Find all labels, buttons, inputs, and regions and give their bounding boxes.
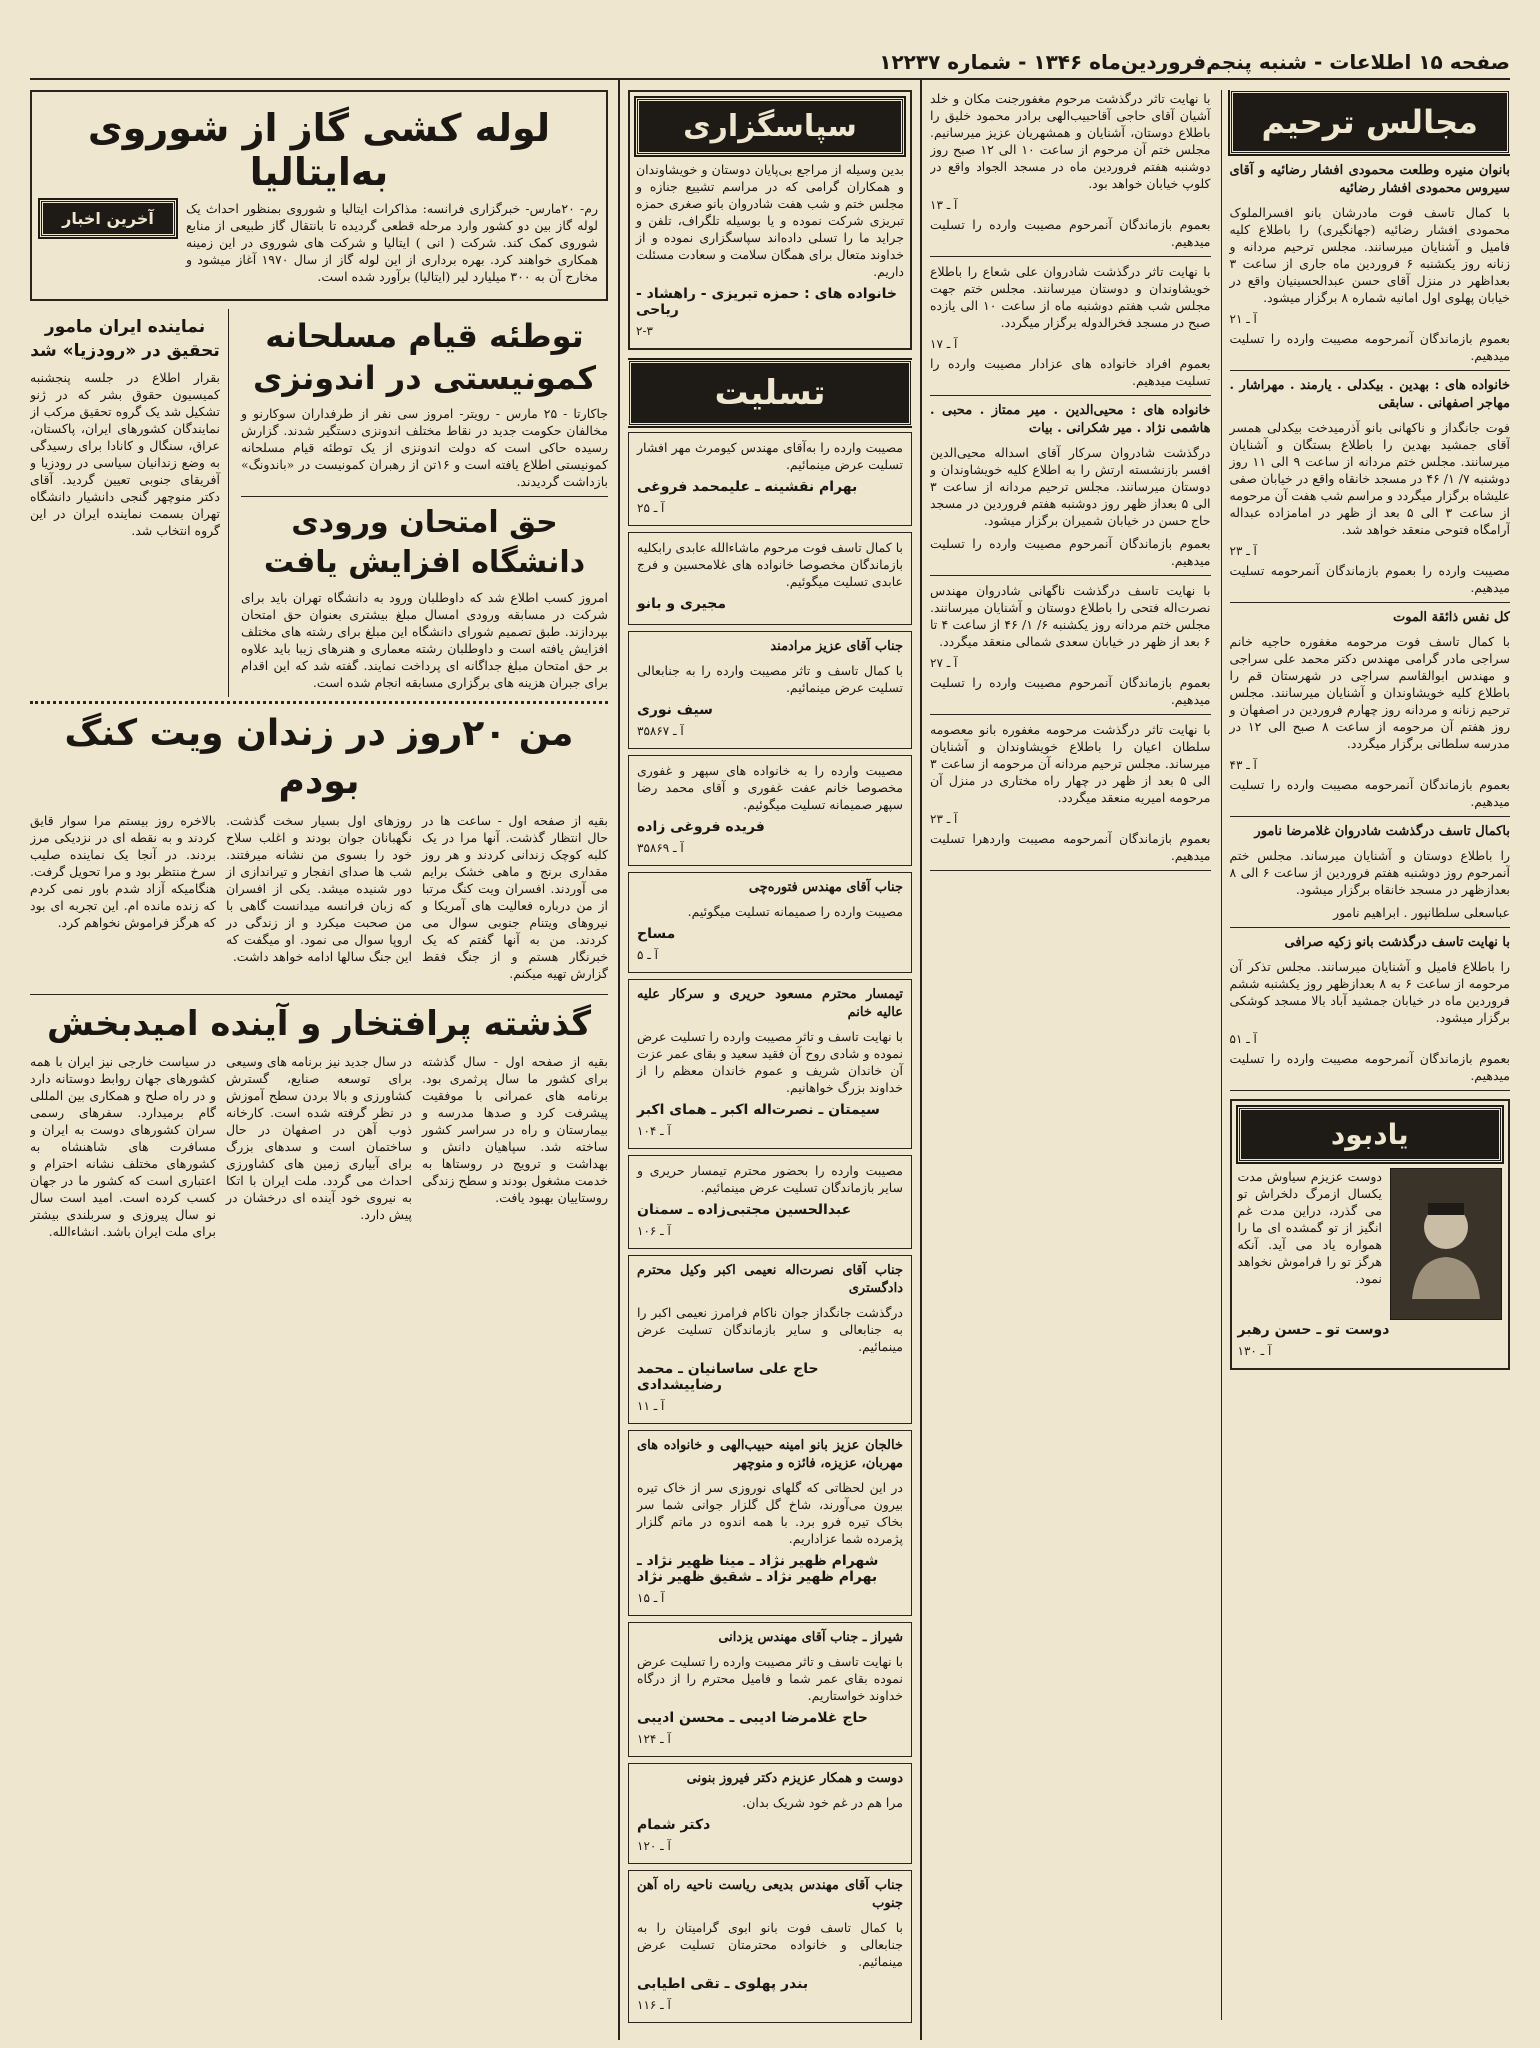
article-vietcong xyxy=(30,812,608,988)
condolence-notice xyxy=(628,1155,912,1249)
notice-signature: حاج علی ساسانیان ـ محمد رضاییشدادی xyxy=(637,1361,819,1393)
headline-vietcong: من ۲۰روز در زندان ویت کنگ بودم xyxy=(64,713,574,802)
notice-body: مصیبت وارده را صمیمانه تسلیت میگوئیم. xyxy=(687,904,903,919)
notice-code: آ ـ ۴۳ xyxy=(1229,758,1257,772)
headline-rhodesia: نماینده ایران مامور تحقیق در «رودزیا» شد xyxy=(30,317,220,361)
notice-body: درگذشت جانگداز جوان ناکام فرامرز نعیمی اکبر را به جنابعالی و سایر بازماندگان تسلیت عرض مینمائیم. xyxy=(637,1305,903,1354)
memorial-notice xyxy=(1230,823,1511,928)
notice-signature: مساح xyxy=(637,926,676,942)
condolence-notice xyxy=(628,1255,912,1424)
condolence-notice-list xyxy=(628,432,912,2023)
notice-closing: بعموم بازماندگان آنمرحومه مصیبت وارده را تسلیت میدهیم. xyxy=(1229,331,1510,363)
article-gas-pipeline xyxy=(30,90,608,301)
notice-code: آ ـ ۵ xyxy=(637,948,658,962)
condolence-title: تسلیت xyxy=(628,360,912,426)
notice-lead: کل نفس ذائقة الموت xyxy=(1393,610,1510,625)
notice-title: جناب آقای نصرت‌اله نعیمی اکبر وکیل محترم دادگستری xyxy=(637,1263,903,1296)
notice-code: آ ـ ۱۳ xyxy=(930,198,958,212)
notice-body: فوت جانگداز و ناکهانی بانو آذرمیدخت بیکدلی همسر آقای جمشید بهدین را باطلاع بستگان و آشنایان میرسانند. مجلس ختم مردانه از ساعت ۹ الی ۱۱ روز دوشنبه ۷/ ۱/ ۴۶ در مسجد خانقاه واقع در خیابان صفی علیشاه برگزار میگردد و مراسم شب هفت آن مرحومه از ساعت ۳ الی ۵ بعد از ظهر در امامزاده عبداله آرامگاه فتوحی منعقد خواهد شد. xyxy=(1229,420,1510,537)
remember-code: آ ـ ۱۳۰ xyxy=(1237,1344,1272,1358)
notice-divider xyxy=(930,395,1211,396)
memorial-notice xyxy=(930,582,1211,715)
notice-code: آ ـ ۱۷ xyxy=(930,337,958,351)
body-vietcong-col3: بالاخره روز بیستم مرا سوار قایق کردند و به نقطه ای در نزدیکی مرز بردند. در آنجا یک نماینده صلیب سرخ منتظر بود و مرا تحویل گرفت. هنگامیکه آزاد شدم باور نمی کردم که زنده مانده ام. این تجربه ای بود که هرگز فراموش نخواهم کرد. xyxy=(30,813,216,930)
notice-closing: بعموم بازماندگان آنمرحوم مصیبت وارده را تسلیت میدهیم. xyxy=(930,675,1211,707)
notice-divider xyxy=(1230,370,1511,371)
notice-code: آ ـ ۲۱ xyxy=(1229,312,1257,326)
notice-body: مصیبت وارده را به‌آقای مهندس کیومرث مهر افشار تسلیت عرض مینمائیم. xyxy=(637,440,903,472)
notice-closing: مصیبت وارده را بعموم بازماندگان آنمرحومه تسلیت میدهیم. xyxy=(1229,563,1510,595)
notice-body: درگذشت شادروان سرکار آقای اسداله محیی‌الدین افسر بازنشسته ارتش را به اطلاع کلیه خویشاوندان و دوستان میرسانند. مجلس ترحیم مردانه از ساعت ۳ الی ۵ بعداز ظهر روز دوشنبه هفتم فروردین در مسجد حاج حسن در خیابان شمیران برگزار میشود. xyxy=(930,445,1211,528)
memorial-subcolumn-a xyxy=(1221,90,1511,2020)
article-rhodesia xyxy=(30,309,229,697)
notice-title: جناب آقای عزیز مرادمند xyxy=(770,639,903,654)
notice-code: آ ـ ۱۱۶ xyxy=(637,1998,671,2012)
notice-divider xyxy=(1230,602,1511,603)
notice-body: با نهایت تاسف و تاثر مصیبت وارده را تسلیت عرض نموده و شادی روح آن فقید سعید و بقای عمر عزت آن خاندان شریف و عموم خاندان معظم را از خداوند بزرگ خواهانیم. xyxy=(637,1029,903,1095)
body-gas-pipeline: رم- ۲۰مارس- خبرگزاری فرانسه: مذاکرات ایتالیا و شوروی بمنظور احداث یک لوله گاز بین دو کشور وارد مرحله قطعی گردیده تا بانتقال گاز طبیعی از منابع شوروی کمک کند. شرکت ( انی ) ایتالیا و شرکت های شوروی در این زمینه همکاری خواهند کرد. بهره برداری از این لوله گاز از سال ۱۹۷۰ آغاز میشود و مخارج آن به ۳۰۰ میلیارد لیر (ایتالیا) برآورد شده است. xyxy=(186,201,598,284)
headline-proud-past: گذشته پرافتخار و آینده امیدبخش xyxy=(47,1004,591,1044)
notice-body: را باطلاع دوستان و آشنایان میرساند. مجلس ختم آنمرحوم روز دوشنبه هفتم فروردین از ساعت ۶ الی ۸ بعدازظهر در مسجد خانقاه برگزار میشود. xyxy=(1229,848,1510,897)
thanks-title: سپاسگزاری xyxy=(636,98,904,155)
notice-body: مصیبت وارده را بحضور محترم تیمسار حریری و سایر بازماندگان تسلیت عرض مینمائیم. xyxy=(637,1163,903,1195)
notice-body: مصیبت وارده را به خانواده های سپهر و غفوری مخصوصا خانم عفت غفوری و آقای محمد رضا سپهر صمیمانه تسلیت میگوئیم. xyxy=(637,763,903,812)
memorial-notice xyxy=(1230,609,1511,817)
thanks-code: ۲-۳ xyxy=(636,324,653,338)
notice-code: آ ـ ۱۲۰ xyxy=(637,1839,671,1853)
headline-university-fee: حق امتحان ورودی دانشگاه افزایش یافت xyxy=(263,505,586,580)
memorial-subcolumn-b xyxy=(930,90,1211,2020)
folio-text: صفحه ۱۵ اطلاعات - شنبه پنجم‌فروردین‌ماه ۱۳۴۶ - شماره ۱۲۲۳۷ xyxy=(879,50,1510,74)
memorial-notice xyxy=(1230,162,1511,371)
body-vietcong-col2: روزهای اول بسیار سخت گذشت. نگهبانان جوان بودند و اغلب سلاح خود را بسوی من نشانه میرفتند. شب ها صدای انفجار و تیراندازی از دور شنیده میشد. یکی از افسران که زبان فرانسه میدانست گاهی با من صحبت میکرد و از زندگی در اروپا سوال می نمود. او میگفت که این جنگ سالها ادامه خواهد داشت. xyxy=(226,813,412,964)
notice-signature: بندر پهلوی ـ تقی اطیابی xyxy=(637,1976,809,1992)
portrait-photo xyxy=(1390,1168,1502,1320)
notice-code: آ ـ ۵۱ xyxy=(1229,1032,1257,1046)
notice-body: در این لحظاتی که گلهای نوروزی سر از خاک تیره بیرون می‌آورند، شاخ گل گلزار جوانی شما سر بخاک تیره فرو برد. با همه اندوه در ماتم گلزار پژمرده شما عزاداریم. xyxy=(637,1480,903,1546)
memorial-notice-list-b xyxy=(930,90,1211,871)
remember-body: دوست عزیزم سیاوش مدت یکسال ازمرگ دلخراش تو می گذرد، دراین مدت غم انگیز از تو گمشده ای ما را همواره یاد می آید. آنکه هرگز تو را فراموش نخواهد نمود. xyxy=(1237,1169,1382,1286)
notice-divider xyxy=(1230,927,1511,928)
notice-code: آ ـ ۱۲۴ xyxy=(637,1732,671,1746)
notice-signature: عبدالحسین مجتبی‌زاده ـ سمنان xyxy=(637,1202,852,1218)
notice-closing: بعموم بازماندگان آنمرحوم مصیبت وارده را تسلیت میدهیم. xyxy=(930,536,1211,568)
page-folio xyxy=(30,30,1510,80)
thanks-signature: خانواده های : حمزه تبریزی - راهشاد - ریاحی xyxy=(636,286,897,318)
notice-body: را باطلاع فامیل و آشنایان میرسانند. مجلس تذکر آن مرحومه از ساعت ۶ به ۸ بعدازظهر روز یکشنبه ششم فروردین ماه در خیابان جمشید آباد بالا مسجد کوشکی برگزار میشود. xyxy=(1229,959,1510,1025)
condolence-notice xyxy=(628,872,912,973)
notice-code: آ ـ ۱۵ xyxy=(637,1591,665,1605)
notice-closing: بعموم بازماندگان آنمرحومه مصیبت وارده را تسلیت میدهیم. xyxy=(1229,1051,1510,1083)
memorial-notice xyxy=(1230,934,1511,1091)
notice-title: دوست و همکار عزیزم دکتر فیروز بنونی xyxy=(686,1771,903,1786)
remember-signature: دوست تو ـ حسن رهبر xyxy=(1237,1322,1390,1338)
condolence-notice xyxy=(628,755,912,866)
memorial-title: مجالس ترحیم xyxy=(1230,90,1511,154)
thanks-body: بدین وسیله از مراجع بی‌پایان دوستان و خویشاوندان و همکاران گرامی که در مراسم تشییع جنازه و مجلس ختم و شب هفت شادروان بانو صغری حمزه تبریزی شرکت نموده و یا بوسیله تلگراف، تلفن و جراید ما را تسلی داده‌اند سپاسگزاری نموده و از خداوند متعال برای همگان سلامت و سعادت مسئلت داریم. xyxy=(636,162,904,279)
body-rhodesia: بقرار اطلاع در جلسه پنجشنبه کمیسیون حقوق بشر که در ژنو تشکیل شد یک گروه تحقیق مرکب از نمایندگان کشورهای ایران، پاکستان، عراق، سنگال و کانادا برای رسیدگی به وضع زندانیان سیاسی در رودزیا و آفریقای جنوبی تعیین گردید. آقای دکتر منوچهر گنجی دانشیار دانشگاه تهران بسمت نماینده ایران در این گروه انتخاب شد. xyxy=(30,370,220,538)
notice-signature: فریده فروغی زاده xyxy=(637,819,765,835)
headline-indonesia: توطئه قیام مسلحانه کمونیستی در اندونزی xyxy=(253,317,596,397)
notice-body: با نهایت تاثر درگذشت مرحوم مغفورجنت مکان و خلد آشیان آقای حاجی آقاحبیب‌الهی برادر محمود خلیق را باطلاع دوستان، آشنایان و همشهریان عزیز میرسانیم. مجلس ختم آن مرحوم از ساعت ۱۰ الی ۱۲ صبح روز دوشنبه هفتم فروردین ماه در مسجد الجواد واقع در کلوپ خیابان خواهد بود. xyxy=(930,91,1211,191)
memorial-notice-list-a xyxy=(1230,162,1511,1091)
notice-body: با کمال تاسف فوت مرحوم ماشاءالله عابدی رابکلیه بازماندگان مخصوصا خانواده های غلامحسین و فرج عابدی تسلیت میگوئیم. xyxy=(637,540,903,589)
notice-title: شیراز ـ جناب آقای مهندس یزدانی xyxy=(718,1630,903,1645)
notice-body: با نهایت تاثر درگذشت مرحومه مغفوره بانو معصومه سلطان اعیان را باطلاع خویشاوندان و آشنایان میرساند. مجلس ترحیم مردانه آن مرحومه از ساعت ۳ الی ۵ بعد از ظهر در چهار راه مختاری در منزل آن مرحومه امیریه منعقد میگردد. xyxy=(930,722,1211,805)
notice-code: آ ـ ۳۵۸۶۹ xyxy=(637,841,684,855)
condolence-notice xyxy=(628,1870,912,2023)
notice-lead: با نهایت تاسف درگذشت بانو زکیه صرافی xyxy=(1284,935,1510,950)
notice-divider xyxy=(930,256,1211,257)
headline-gas-pipeline: لوله کشی گاز از شوروی به‌ایتالیا xyxy=(87,106,551,194)
notice-signature: سیف نوری xyxy=(637,702,713,718)
notice-closing: بعموم بازماندگان آنمرحومه مصیبت وارده را تسلیت میدهیم. xyxy=(1229,777,1510,809)
notice-code: آ ـ ۲۵ xyxy=(637,501,665,515)
notice-lead: خانواده های : محیی‌الدین . میر ممتاز . محبی . هاشمی نژاد . میر شکرانی . بیات xyxy=(930,403,1211,436)
notice-divider xyxy=(930,870,1211,871)
notice-code: آ ـ ۱۰۶ xyxy=(637,1224,671,1238)
thanks-notice xyxy=(628,90,912,350)
notice-title: خالجان عزیز بانو امینه حبیب‌الهی و خانواده های مهربان، عزیزه، فائزه و منوچهر xyxy=(637,1438,903,1471)
notice-closing: بعموم بازماندگان آنمرحوم مصیبت وارده را تسلیت میدهیم. xyxy=(930,217,1211,249)
notice-body: با نهایت تاثر درگذشت شادروان علی شعاع را باطلاع خویشاوندان و دوستان میرسانند. مجلس ختم جهت مجلس شب هفتم دوشنبه ماه از ساعت ۱۰ الی یازده صبح در مسجد فخرالدوله برگزار میگردد. xyxy=(930,264,1211,330)
notice-lead: بانوان منیره وطلعت محمودی افشار رضائیه و آقای سیروس محمودی افشار رضائیه xyxy=(1229,163,1510,196)
notice-body: مرا هم در غم خود شریک بدان. xyxy=(742,1795,903,1810)
condolence-notice xyxy=(628,1763,912,1864)
notice-signature: شهرام ظهیر نژاد ـ مینا ظهیر نژاد ـ بهرام ظهیر نژاد ـ شقیق ظهیر نژاد xyxy=(637,1553,879,1585)
notice-closing: بعموم بازماندگان آنمرحومه مصیبت واردهرا تسلیت میدهیم. xyxy=(930,831,1211,863)
notice-signature: بهرام نقشینه ـ علیمحمد فروغی xyxy=(637,479,858,495)
notice-lead: خانواده های : بهدین . بیکدلی . یارمند . مهراشار . مهاجر اصفهانی . سابقی xyxy=(1229,378,1510,411)
body-indonesia: جاکارتا - ۲۵ مارس - رویتر- امروز سی نفر از طرفداران سوکارنو و مخالفان حکومت جدید در نقاط مختلف اندونزی دستگیر شدند. گزارش رسیده حاکی است که دولت اندونزی از یک توطئه قیام مسلحانه کمونیستی اطلاع یافته است و ۱۶تن از رهبران کمونیست در «باندونگ» بازداشت گردیدند. xyxy=(241,406,608,489)
latest-news-badge: آخرین اخبار xyxy=(40,200,176,237)
notice-signature: مجیری و بانو xyxy=(637,596,727,612)
memorial-notice xyxy=(930,90,1211,257)
notice-title: جناب آقای مهندس فتوره‌چی xyxy=(748,880,903,895)
notice-signature: سیمتان ـ نصرت‌اله اکبر ـ همای اکبر xyxy=(637,1102,880,1118)
notice-signature: حاج غلامرضا ادیبی ـ محسن ادیبی xyxy=(637,1710,868,1726)
condolence-notice xyxy=(628,432,912,526)
notice-body: با نهایت تاسف درگذشت ناگهانی شادروان مهندس نصرت‌اله فتحی را باطلاع دوستان و آشنایان میرسانند. مجلس ختم مردانه روز یکشنبه ۶/ ۱/ ۴۶ از ساعت ۴ تا ۶ بعد از ظهر در خیابان سعدی شمالی منعقد میگردد. xyxy=(930,583,1211,649)
condolence-notice xyxy=(628,979,912,1149)
condolence-notice xyxy=(628,532,912,625)
notice-divider xyxy=(930,714,1211,715)
condolence-notice xyxy=(628,1430,912,1616)
remember-notice xyxy=(1230,1099,1511,1370)
notice-code: آ ـ ۲۳ xyxy=(930,812,958,826)
portrait-icon xyxy=(1406,1189,1486,1299)
notice-title: تیمسار محترم مسعود حریری و سرکار علیه عالیه خانم xyxy=(637,987,903,1020)
condolence-notice xyxy=(628,1622,912,1757)
notice-divider xyxy=(930,575,1211,576)
body-proud-past-col3: در سیاست خارجی نیز ایران با همه کشورهای جهان روابط دوستانه دارد و در راه صلح و همکاری بین المللی گام برمیدارد. سفرهای رسمی سران کشورهای دوست به ایران و مسافرت های شاهنشاه به کشورهای مختلف نشانه احترام و اعتباری است که کشور ما در جهان کسب کرده است. امید است سال نو سال پیروزی و سربلندی بیشتر برای ملت ایران باشد. انشاءالله. xyxy=(30,1054,216,1239)
article-indonesia xyxy=(241,309,608,697)
notice-lead: باکمال تاسف درگذشت شادروان غلامرضا نامور xyxy=(1254,824,1510,839)
notice-code: آ ـ ۳۵۸۶۷ xyxy=(637,724,684,738)
notice-body: با کمال تاسف فوت مادرشان بانو افسرالملوک محمودی افشار رضائیه (جهانگیری) را باطلاع کلیه فامیل و آشنایان میرسانند. مجلس ترحیم مردانه و زنانه روز یکشنبه ۶ فروردین ماه جاری از ساعت ۳ بعداظهر در منزل آقای حسن عبدالحسینیان واقع در خیابان پهلوی اول امانیه شماره ۸ برگزار میشود. xyxy=(1229,205,1510,305)
column-rule-left xyxy=(618,80,620,2040)
notice-body: با کمال تاسف و تاثر مصیبت وارده را به جنابعالی تسلیت عرض مینمائیم. xyxy=(637,663,903,695)
memorial-notice xyxy=(930,263,1211,396)
notice-code: آ ـ ۲۳ xyxy=(1229,544,1257,558)
notice-code: آ ـ ۲۷ xyxy=(930,656,958,670)
notice-signature: دکتر شمام xyxy=(637,1817,711,1833)
article-proud-past xyxy=(30,1053,608,1246)
notice-closing: عباسعلی سلطانپور . ابراهیم نامور xyxy=(1333,905,1510,920)
notice-body: با کمال تاسف فوت مرحومه مغفوره حاجیه خانم سراجی مادر گرامی مهندس دکتر محمد علی سراجی و مهندس ابوالقاسم سراجی در شهرستان قم را باطلاع کلیه خویشاوندان و آشنایان میرسانند. مجلس ترحیم زنانه و مردانه روز چهارم فروردین در اصفهان و روز هفتم آن مرحومه از ساعت ۸ صبح الی ۱۲ در مدرسه سلطانی برگزار میگردد. xyxy=(1229,634,1510,751)
notice-title: جناب آقای مهندس بدیعی ریاست ناحیه راه آهن جنوب xyxy=(637,1878,903,1911)
left-news-column xyxy=(30,90,608,2030)
memorial-column xyxy=(930,90,1510,2030)
body-university-fee: امروز کسب اطلاع شد که داوطلبان ورود به دانشگاه تهران باید برای شرکت در مسابقه ورودی امسال مبلغ بیشتری بعنوان حق امتحان بپردازند. طبق تصمیم شورای دانشگاه این مبلغ برای رشته های مختلف افزایش یافته است و داوطلبان رشته معماری و هنرهای زیبا باید علاوه بر حق امتحان مبلغ جداگانه ای پرداخت نمایند. گفته شد که این اقدام برای جبران هزینه های برگزاری مسابقه انجام شده است. xyxy=(241,590,608,690)
notice-code: آ ـ ۱۱ xyxy=(637,1399,665,1413)
notice-divider xyxy=(1230,816,1511,817)
memorial-notice xyxy=(930,721,1211,871)
body-proud-past-col1: بقیه از صفحه اول - سال گذشته برای کشور ما سال پرثمری بود. برنامه های عمرانی با موفقیت پیشرفت کرد و صدها مدرسه و بیمارستان و راه در سراسر کشور ساخته شد. سپاهیان دانش و بهداشت و ترویج در روستاها به خدمت مشغول بودند و سطح زندگی روستاییان بهبود یافت. xyxy=(422,1054,608,1205)
notice-divider xyxy=(1230,1090,1511,1091)
body-vietcong-col1: بقیه از صفحه اول - ساعت ها در حال انتظار گذشت. آنها مرا در یک کلبه کوچک زندانی کردند و هر روز مقداری برنج و ماهی خشک برایم می آوردند. افسران ویت کنگ مرتبا از من درباره فعالیت های آمریکا و نیروهای ویتنام جنوبی سوال می کردند. من به آنها گفتم که یک خبرنگار هستم و از جنگ فقط گزارش تهیه میکنم. xyxy=(422,813,608,981)
notice-closing: بعموم افراد خانواده های عزادار مصیبت وارده را تسلیت میدهیم. xyxy=(930,356,1211,388)
remember-title: یادبود xyxy=(1238,1107,1503,1162)
column-rule-middle xyxy=(920,80,922,2040)
body-proud-past-col2: در سال جدید نیز برنامه های وسیعی برای توسعه صنایع، گسترش کشاورزی و بالا بردن سطح آموزش در نظر گرفته شده است. کارخانه ذوب آهن در اصفهان در حال ساختمان است و سدهای بزرگ برای آبیاری زمین های کشاورزی احداث می گردد. ملت ایران با اتکا به نیروی خود آینده ای درخشان در پیش دارد. xyxy=(226,1054,412,1222)
notice-code: آ ـ ۱۰۴ xyxy=(637,1124,671,1138)
condolence-notice xyxy=(628,631,912,749)
notice-body: با کمال تاسف فوت بانو ابوی گرامیتان را به جنابعالی و خانواده محترمتان تسلیت عرض مینمائیم. xyxy=(637,1920,903,1969)
memorial-notice xyxy=(1230,377,1511,603)
memorial-notice xyxy=(930,402,1211,576)
notice-body: با نهایت تاسف و تاثر مصیبت وارده را تسلیت عرض نموده بقای عمر شما و فامیل محترم را از درگاه خداوند خواستاریم. xyxy=(637,1654,903,1703)
condolence-column xyxy=(628,90,912,2030)
